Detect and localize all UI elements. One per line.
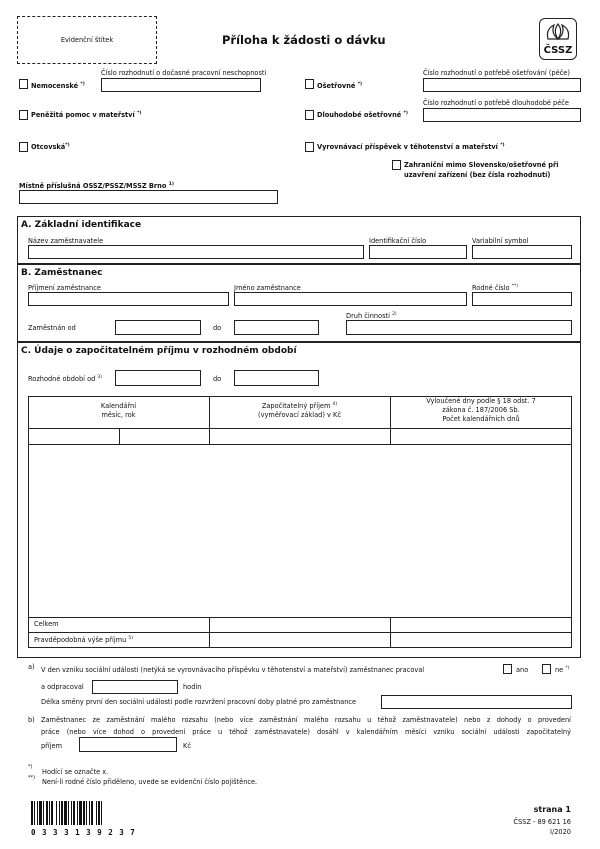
zamestnan-od-input[interactable] xyxy=(115,320,201,335)
prijem-input[interactable] xyxy=(79,737,177,752)
part-a-marker: a) xyxy=(28,663,35,671)
form-version: I/2020 xyxy=(550,828,571,836)
col-prijem-header-line1: Započitatelný příjem $^{4)}$ xyxy=(261,401,338,410)
section-c-title: C. Údaje o započitatelném příjmu v rozhodném období xyxy=(21,346,297,356)
vs-label: Variabilní symbol xyxy=(472,237,529,245)
section-b-title: B. Zaměstnanec xyxy=(21,268,103,278)
zahranicni-checkbox[interactable] xyxy=(392,160,401,170)
barcode-bar xyxy=(59,801,60,825)
col-mesic-header-line1: Kalendářní xyxy=(100,402,137,410)
odpracoval-hodin-input[interactable] xyxy=(92,680,178,694)
barcode-bar xyxy=(101,801,102,825)
jmeno-label: Jméno zaměstnance xyxy=(234,284,301,292)
kc-label: Kč xyxy=(183,742,191,750)
barcode-bar xyxy=(73,801,75,825)
vyrovnavaci-label: Vyrovnávací příspěvek v těhotenství a mateřství *) xyxy=(317,142,505,151)
col-prijem-header-line2: (vyměřovací základ) v Kč xyxy=(258,411,341,419)
part-b-marker: b) xyxy=(28,716,35,724)
footnote-2-mark: **) xyxy=(28,775,35,781)
mistne-prislusna-input[interactable] xyxy=(19,190,278,204)
nazev-zamestnavatele-label: Název zaměstnavatele xyxy=(28,237,104,245)
dlouhodobe-field-label: Číslo rozhodnutí o potřebě dlouhodobé péče xyxy=(423,99,569,107)
celkem-label: Celkem xyxy=(34,620,59,628)
pravdepodobna-vyse-label: Pravděpodobná výše příjmu $^{5)}$ xyxy=(34,635,133,644)
barcode-bar xyxy=(51,801,53,825)
ano-checkbox[interactable] xyxy=(503,664,512,674)
barcode-bar xyxy=(34,801,35,825)
ano-label: ano xyxy=(516,666,529,674)
nemocenske-checkbox[interactable] xyxy=(19,79,28,89)
barcode-bar xyxy=(86,801,87,825)
barcode-bar xyxy=(96,801,97,825)
nemocenske-number-input[interactable] xyxy=(101,78,261,92)
barcode-bar xyxy=(61,801,63,825)
ic-label: Identifikační číslo xyxy=(369,237,427,245)
barcode-bar xyxy=(49,801,50,825)
nazev-zamestnavatele-input[interactable] xyxy=(28,245,364,259)
footnote-1: Hodící se označte x. xyxy=(42,768,109,776)
ne-label: ne *) xyxy=(555,665,570,674)
dlouhodobe-label: Dlouhodobé ošetřovné *) xyxy=(317,110,408,119)
osetrovne-checkbox[interactable] xyxy=(305,79,314,89)
part-b-line1: Zaměstnanec ze zaměstnání malého rozsahu (nebo více zaměstnání malého rozsahu u téhož zaměstnavatele) nebo z dohody o provedení xyxy=(41,716,571,724)
osetrovne-field-label: Číslo rozhodnutí o potřebě ošetřování (péče) xyxy=(423,69,570,77)
hodin-label: hodin xyxy=(183,683,202,691)
barcode-number: 0 3 3 3 1 3 9 2 3 7 xyxy=(31,828,136,837)
otcovska-label: Otcovská*) xyxy=(31,142,70,151)
section-a-title: A. Základní identifikace xyxy=(21,220,142,230)
cssz-logo-text: ČSSZ xyxy=(543,45,573,56)
osetrovne-number-input[interactable] xyxy=(423,78,581,92)
barcode-bar xyxy=(64,801,67,825)
rozhodne-obdobi-do-input[interactable] xyxy=(234,370,319,386)
form-code: ČSSZ - 89 621 16 xyxy=(513,818,571,826)
barcode-bar xyxy=(71,801,72,825)
otcovska-checkbox[interactable] xyxy=(19,142,28,152)
part-b-line2: práce (nebo více dohod o provedení práce u téhož zaměstnavatele) dosáhl v kalendářním měsíci vzniku sociální události započitatelný xyxy=(41,728,571,736)
barcode-bar xyxy=(91,801,93,825)
page-number: strana 1 xyxy=(533,805,571,814)
barcode-bar xyxy=(31,801,33,825)
col-mesic-header-line2: měsíc, rok xyxy=(101,411,136,419)
barcode-bar xyxy=(79,801,82,825)
cssz-logo-icon xyxy=(540,21,576,43)
druh-cinnosti-label: Druh činnosti $^{2)}$ xyxy=(346,311,397,320)
barcode-bar xyxy=(43,801,44,825)
col-dny-header-line2: zákona č. 187/2006 Sb. xyxy=(442,406,520,414)
col-dny-header-line1: Vyloučené dny podle § 18 odst. 7 xyxy=(426,397,536,405)
barcode-bar xyxy=(77,801,78,825)
osetrovne-label: Ošetřovné *) xyxy=(317,81,363,90)
vs-input[interactable] xyxy=(472,245,572,259)
page-title: Příloha k žádosti o dávku xyxy=(222,33,386,47)
odpracoval-label: a odpracoval xyxy=(41,683,84,691)
rodne-cislo-label: Rodné číslo **) xyxy=(472,283,518,292)
barcode-bar xyxy=(68,801,69,825)
dlouhodobe-number-input[interactable] xyxy=(423,108,581,122)
footnote-2: Není-li rodné číslo přiděleno, uvede se evidenční číslo pojištěnce. xyxy=(42,778,258,786)
barcode-bar xyxy=(46,801,48,825)
zahranicni-label-line2: uzavření zařízení (bez čísla rozhodnutí) xyxy=(404,171,551,179)
rozhodne-obdobi-od-label: Rozhodné období od $^{3)}$ xyxy=(28,374,103,383)
zahranicni-label-line1: Zahraniční mimo Slovensko/ošetřovné při xyxy=(404,161,559,169)
barcode xyxy=(31,801,127,825)
mistne-prislusna-label: Místně příslušná OSSZ/PSSZ/MSSZ Brno $^{1)}$ xyxy=(19,181,174,190)
zamestnan-do-input[interactable] xyxy=(234,320,319,335)
nemocenske-field-label: Číslo rozhodnutí o dočasné pracovní neschopnosti xyxy=(101,69,267,77)
vyrovnavaci-checkbox[interactable] xyxy=(305,142,314,152)
evidencni-stitek-label: Evidenční štítek xyxy=(60,36,114,44)
zamestnan-do-label: do xyxy=(213,324,222,332)
part-a-text: V den vzniku sociální události (netýká se vyrovnávacího příspěvku v těhotenství a mateřství) zaměstnanec pracoval xyxy=(41,666,425,674)
barcode-bar xyxy=(98,801,100,825)
delka-smeny-label: Délka směny první den sociální události podle rozvržení pracovní doby platné pro zaměstnance xyxy=(41,698,357,706)
dlouhodobe-checkbox[interactable] xyxy=(305,110,314,120)
prijmeni-input[interactable] xyxy=(28,292,229,306)
barcode-bar xyxy=(37,801,38,825)
zamestnan-od-label: Zaměstnán od xyxy=(28,324,76,332)
barcode-bar xyxy=(39,801,42,825)
income-table xyxy=(28,396,572,648)
barcode-bar xyxy=(83,801,85,825)
jmeno-input[interactable] xyxy=(234,292,467,306)
rodne-cislo-input[interactable] xyxy=(472,292,572,306)
barcode-bar xyxy=(56,801,57,825)
rozhodne-obdobi-do-label: do xyxy=(213,375,222,383)
prijmeni-label: Příjmení zaměstnance xyxy=(28,284,101,292)
footnote-1-mark: *) xyxy=(28,764,33,770)
delka-smeny-input[interactable] xyxy=(381,695,572,709)
barcode-bar xyxy=(89,801,90,825)
nemocenske-label: Nemocenské *) xyxy=(31,81,85,90)
ic-input[interactable] xyxy=(369,245,467,259)
druh-cinnosti-input[interactable] xyxy=(346,320,572,335)
penezita-pomoc-checkbox[interactable] xyxy=(19,110,28,120)
cssz-logo xyxy=(539,18,577,60)
prijem-label: příjem xyxy=(41,742,63,750)
ne-checkbox[interactable] xyxy=(542,664,551,674)
col-dny-header-line3: Počet kalendářních dnů xyxy=(442,415,520,423)
penezita-pomoc-label: Peněžitá pomoc v mateřství *) xyxy=(31,110,142,119)
rozhodne-obdobi-od-input[interactable] xyxy=(115,370,201,386)
